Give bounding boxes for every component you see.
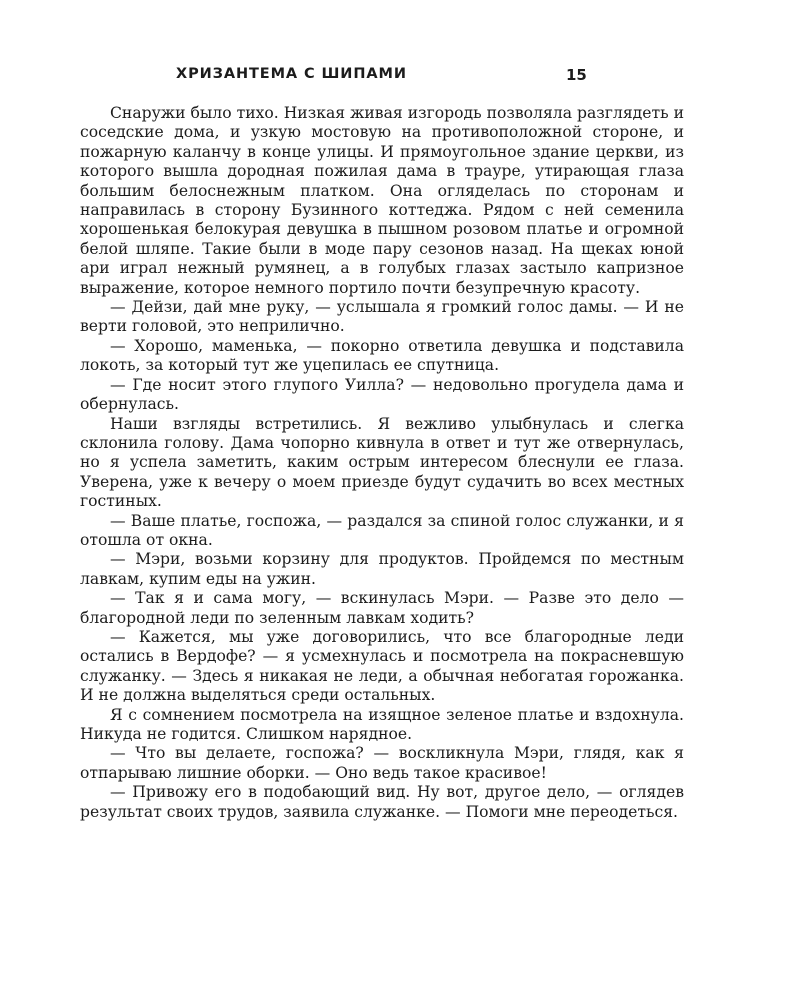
page-number: 15 xyxy=(566,66,587,84)
body-text xyxy=(80,104,684,822)
paragraph: — Мэри, возьми корзину для продуктов. Пройдемся по местным лавкам, купим еды на ужин. xyxy=(80,550,684,588)
paragraph: — Что вы делаете, госпожа? — воскликнула Мэри, глядя, как я отпарываю лишние оборки. — Оно ведь такое красивое! xyxy=(80,744,684,782)
paragraph: — Хорошо, маменька, — покорно ответила девушка и подставила локоть, за который тут же уцепилась ее спутница. xyxy=(80,336,684,375)
paragraph: — Так я и сама могу, — вскинулась Мэри. — Разве это дело — благородной леди по зеленным лавкам ходить? xyxy=(80,589,684,627)
paragraph: — Кажется, мы уже договорились, что все благородные леди остались в Вердофе? — я усмехнулась и посмотрела на покрасневшую служанку. — Здесь я никакая не леди, а обычная небогатая горожанка. И не должна выделяться среди остальных. xyxy=(80,627,684,705)
paragraph: — Привожу его в подобающий вид. Ну вот, другое дело, — оглядев результат своих трудов, заявила служанке. — Помоги мне переодеться. xyxy=(80,783,684,821)
paragraph: Снаружи было тихо. Низкая живая изгородь позволяла разглядеть и соседские дома, и узкую мостовую на противоположной стороне, и пожарную каланчу в конце улицы. И прямоугольное здание церкви, из которого вышла дородная пожилая дама в трауре, утирающая глаза большим белоснежным платком. Она огляделась по сторонам и направилась в сторону Бузинного коттеджа. Рядом с ней семенила хорошенькая белокурая девушка в пышном розовом платье и огромной белой шляпе. Такие были в моде пару сезонов назад. На щеках юной ари играл нежный румянец, а в голубых глазах застыло капризное выражение, которое немного портило почти безупречную красоту. xyxy=(80,104,684,297)
paragraph: Наши взгляды встретились. Я вежливо улыбнулась и слегка склонила голову. Дама чопорно кивнула в ответ и тут же отвернулась, но я успела заметить, каким острым интересом блеснули ее глаза. Уверена, уже к вечеру о моем приезде будут судачить во всех местных гостиных. xyxy=(80,414,684,511)
chapter-title: ХРИЗАНТЕМА С ШИПАМИ xyxy=(176,66,407,82)
paragraph: — Дейзи, дай мне руку, — услышала я громкий голос дамы. — И не верти головой, это неприлично. xyxy=(80,298,684,336)
paragraph: — Где носит этого глупого Уилла? — недовольно прогудела дама и обернулась. xyxy=(80,375,684,414)
paragraph: — Ваше платье, госпожа, — раздался за спиной голос служанки, и я отошла от окна. xyxy=(80,511,684,549)
paragraph: Я с сомнением посмотрела на изящное зеленое платье и вздохнула. Никуда не годится. Слишком нарядное. xyxy=(80,705,684,743)
running-header xyxy=(80,66,720,90)
